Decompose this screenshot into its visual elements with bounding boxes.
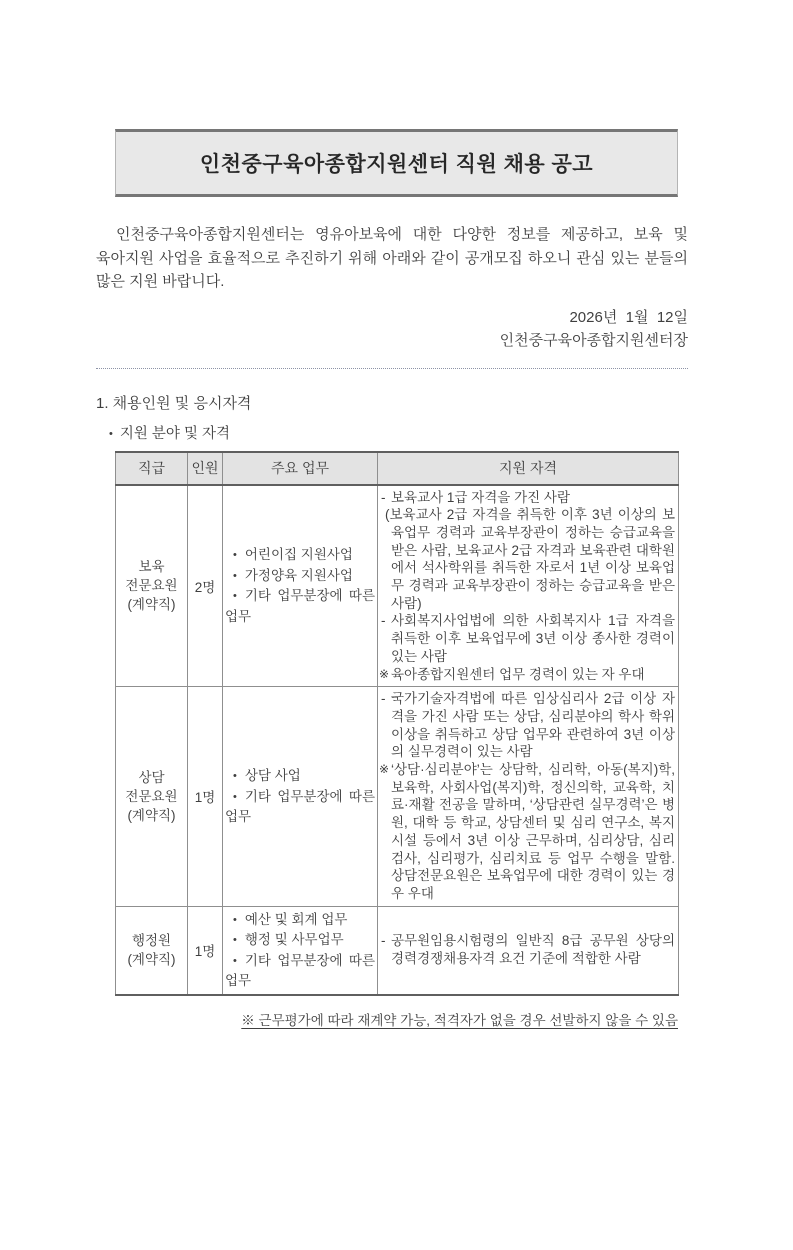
bullet-icon: • <box>233 590 237 603</box>
header-position: 직급 <box>116 452 188 485</box>
announcement-date: 2026년 1월 12일 <box>569 308 688 326</box>
duty-item: • 기타 업무분장에 따른 업무 <box>225 952 375 989</box>
count-cell: 1명 <box>188 906 223 995</box>
qualification-item: (보육교사 2급 자격을 취득한 이후 3년 이상의 보육업무 경력과 교육부장관이 정하는 승급교육을 받은 사람, 보육교사 2급 자격과 보육관련 대학원에서 석사학위를 취득한 자로서 1년 이상 보육업무 경력과 교육부장관이 정하는 승급교육을 받은 사람) <box>385 507 675 611</box>
sub-bullet-line <box>96 424 688 444</box>
duty-item: • 어린이집 지원사업 <box>233 547 353 563</box>
duties-cell <box>223 485 378 687</box>
table-row <box>116 687 679 906</box>
duty-item: • 기타 업무분장에 따른 업무 <box>225 588 375 624</box>
bullet-icon: • <box>233 954 237 967</box>
position-line: 행정원 <box>131 933 172 949</box>
header-duties: 주요 업무 <box>223 452 378 485</box>
position-line: (계약직) <box>127 807 176 823</box>
position-line: 전문요원 <box>125 788 178 804</box>
header-qualifications: 지원 자격 <box>378 452 679 485</box>
header-count: 인원 <box>188 452 223 485</box>
intro-paragraph: 인천중구육아종합지원센터는 영유아보육에 대한 다양한 정보를 제공하고, 보육 및 육아지원 사업을 효율적으로 추진하기 위해 아래와 같이 공개모집 하오니 관심 있는 분들의 많은 지원 바랍니다. <box>96 226 688 290</box>
duty-item: • 기타 업무분장에 따른 업무 <box>225 788 375 825</box>
table-row <box>116 485 679 687</box>
position-line: 상담 <box>138 769 165 785</box>
table-row <box>116 906 679 995</box>
document-content <box>0 129 793 1029</box>
duty-item: • 예산 및 회계 업무 <box>233 911 348 927</box>
qualifications-cell <box>378 906 679 995</box>
qualification-item: - 사회복지사업법에 의한 사회복지사 1급 자격을 취득한 이후 보육업무에 3년 이상 종사한 경력이 있는 사람 <box>381 613 675 664</box>
title-banner <box>115 129 678 197</box>
qualification-item: - 보육교사 1급 자격을 가진 사람 <box>381 489 571 505</box>
bullet-icon: • <box>109 427 113 440</box>
qualifications-cell <box>378 687 679 906</box>
position-cell <box>116 906 188 995</box>
qualification-item: ※ ‘상담·심리분야’는 상담학, 심리학, 아동(복지)학, 보육학, 사회사업(복지)학, 정신의학, 교육학, 치료·재활 전공을 말하며, ‘상담관련 실무경력’은 병원, 대학 등 학교, 상담센터 및 심리 연구소, 복지시설 등에서 3년 이상 근무하며, 심리상담, 심리검사, 심리평가, 심리치료 등 업무 수행을 말함. 상담전문요원은 보육업무에 대한 경력이 있는 경우 우대 <box>379 762 675 901</box>
position-cell <box>116 485 188 687</box>
bullet-icon: • <box>233 790 237 803</box>
position-line: (계약직) <box>127 952 176 968</box>
signature-line: 인천중구육아종합지원센터장 <box>499 332 688 349</box>
bullet-icon: • <box>233 569 237 582</box>
recruitment-table <box>115 451 679 996</box>
dotted-divider <box>96 368 688 369</box>
table-footnote: ※ 근무평가에 따라 재계약 가능, 적격자가 없을 경우 선발하지 않을 수 있음 <box>241 1012 678 1028</box>
qualification-item: - 공무원임용시험령의 일반직 8급 공무원 상당의 경력경쟁채용자격 요건 기준에 적합한 사람 <box>381 933 675 967</box>
bullet-icon: • <box>233 549 237 562</box>
page-title: 인천중구육아종합지원센터 직원 채용 공고 <box>199 153 594 176</box>
duty-item: • 행정 및 사무업무 <box>233 932 344 948</box>
qualification-item: - 국가기술자격법에 따른 임상심리사 2급 이상 자격을 가진 사람 또는 상담, 심리분야의 학사 학위 이상을 취득하고 상담 업무와 관련하여 3년 이상의 실무경력이 있는 사람 <box>381 691 675 760</box>
position-cell <box>116 687 188 906</box>
duty-item: • 가정양육 지원사업 <box>233 567 353 583</box>
document-page <box>0 129 793 1250</box>
sub-bullet-label: 지원 분야 및 자격 <box>119 425 230 442</box>
qualifications-cell <box>378 485 679 687</box>
bullet-icon: • <box>233 913 237 926</box>
duty-item: • 상담 사업 <box>233 768 301 784</box>
bullet-icon: • <box>233 934 237 947</box>
position-line: 보육 <box>138 559 165 575</box>
date-signature-block <box>96 306 688 353</box>
section-1-heading: 1. 채용인원 및 응시자격 <box>96 394 252 412</box>
duties-cell <box>223 687 378 906</box>
position-line: 전문요원 <box>125 578 178 594</box>
count-cell: 1명 <box>188 687 223 906</box>
bullet-icon: • <box>233 770 237 783</box>
qualification-item: ※ 육아종합지원센터 업무 경력이 있는 자 우대 <box>379 666 645 682</box>
table-header-row <box>116 452 679 485</box>
count-cell: 2명 <box>188 485 223 687</box>
duties-cell <box>223 906 378 995</box>
position-line: (계약직) <box>127 597 176 613</box>
